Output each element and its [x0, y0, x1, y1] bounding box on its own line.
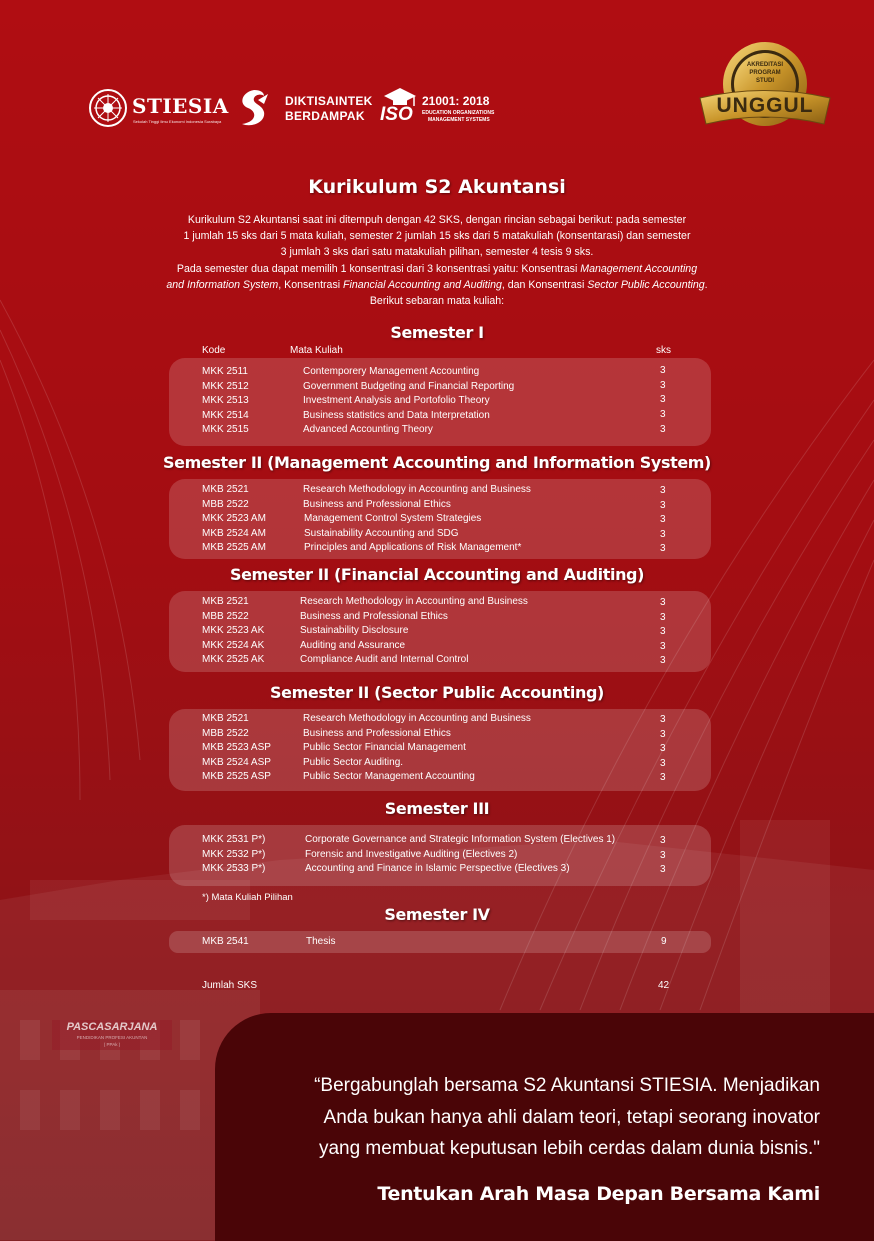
course-name: Business and Professional Ethics: [300, 610, 448, 622]
stiesia-subtitle: Sekolah Tinggi Ilmu Ekonomi Indonesia Surabaya: [133, 119, 222, 124]
table-row: [169, 499, 711, 514]
course-sks: 3: [660, 835, 666, 846]
intro-line: 3 jumlah 3 sks dari satu matakuliah pilihan, semester 4 tesis 9 sks.: [280, 246, 594, 259]
semester-3-title: Semester III: [384, 799, 490, 818]
course-sks: 3: [660, 597, 666, 608]
table-row: [169, 596, 711, 611]
diktisaintek-line2: BERDAMPAK: [285, 109, 365, 123]
course-sks: 3: [660, 424, 666, 436]
course-sks: 3: [660, 714, 666, 725]
badge-seal-icon: [690, 38, 840, 138]
course-code: MKB 2541: [202, 936, 249, 947]
table-row: [169, 513, 711, 528]
course-code: MKK 2523 AK: [202, 625, 265, 637]
iso-logo: [378, 86, 508, 130]
intro-text: .: [704, 278, 708, 291]
course-name: Research Methodology in Accounting and Business: [303, 484, 531, 495]
intro-italic: Sector Public Accounting: [587, 278, 705, 291]
course-name: Contemporery Management Accounting: [303, 366, 480, 377]
table-row: [169, 713, 711, 728]
course-sks: 3: [660, 640, 666, 652]
semester-2-mais-title: Semester II (Management Accounting and Information System): [163, 453, 711, 472]
intro-text: Pada semester dua dapat memilih 1 konsentrasi dari 3 konsentrasi yaitu: Konsentrasi: [176, 262, 581, 275]
table-row: [169, 366, 711, 381]
course-name: Research Methodology in Accounting and Business: [300, 596, 528, 607]
total-sks-label: Jumlah SKS: [202, 980, 258, 991]
column-header-mata-kuliah: Mata Kuliah: [290, 345, 343, 356]
table-row: [169, 654, 711, 669]
course-code: MBB 2522: [202, 610, 249, 622]
quote-line: Anda bukan hanya ahli dalam teori, tetapi seorang inovator: [323, 1106, 820, 1128]
course-name: Forensic and Investigative Auditing (Electives 2): [305, 848, 518, 860]
course-code: MKK 2511: [202, 366, 248, 377]
course-name: Accounting and Finance in Islamic Perspective (Electives 3): [305, 863, 570, 875]
diktisaintek-line1: DIKTISAINTEK: [285, 94, 373, 108]
column-header-kode: Kode: [202, 345, 226, 356]
course-code: MBB 2522: [202, 727, 249, 739]
intro-text: , dan Konsentrasi: [501, 278, 588, 291]
course-name: Public Sector Management Accounting: [303, 771, 475, 783]
course-code: MKB 2524 AM: [202, 527, 266, 539]
table-row: [169, 936, 711, 951]
course-name: Investment Analysis and Portofolio Theory: [303, 395, 490, 407]
quote-text: [250, 1070, 820, 1165]
intro-line: [150, 277, 724, 293]
semester-2-faa-table: [169, 591, 711, 672]
course-sks: 3: [660, 757, 666, 769]
course-name: Principles and Applications of Risk Management*: [304, 542, 522, 554]
table-row: [169, 834, 711, 849]
course-code: MKK 2515: [202, 424, 249, 436]
course-code: MKK 2523 AM: [202, 513, 266, 525]
stiesia-logo: [88, 88, 228, 128]
intro-italic: and Information System: [166, 278, 279, 291]
table-row: [169, 484, 711, 499]
course-name: Compliance Audit and Internal Control: [300, 654, 469, 666]
badge-line3: STUDI: [756, 78, 774, 84]
course-name: Public Sector Auditing.: [303, 756, 404, 768]
course-code: MKB 2524 ASP: [202, 756, 271, 768]
course-sks: 9: [661, 936, 667, 947]
stiesia-emblem-icon: [88, 88, 128, 128]
intro-paragraph: [150, 212, 724, 309]
course-name: Advanced Accounting Theory: [303, 424, 433, 436]
course-code: MKB 2523 ASP: [202, 742, 271, 754]
table-row: [169, 625, 711, 640]
table-row: [169, 528, 711, 543]
semester-4-title: Semester IV: [384, 905, 490, 924]
semester-2-spa-title: Semester II (Sector Public Accounting): [270, 683, 604, 702]
course-code: MKB 2521: [202, 596, 249, 607]
course-code: MKK 2531 P*): [202, 834, 266, 845]
page-title: Kurikulum S2 Akuntansi: [308, 176, 566, 198]
table-row: [169, 728, 711, 743]
building-sign: [52, 1020, 172, 1050]
tagline: Tentukan Arah Masa Depan Bersama Kami: [377, 1183, 820, 1205]
course-sks: 3: [660, 499, 666, 511]
course-sks: 3: [660, 849, 666, 861]
course-name: Management Control System Strategies: [304, 513, 482, 525]
course-code: MKK 2524 AK: [202, 639, 265, 651]
course-name: Thesis: [306, 936, 336, 947]
course-sks: 3: [660, 543, 666, 555]
course-name: Research Methodology in Accounting and Business: [303, 713, 531, 724]
course-name: Business and Professional Ethics: [303, 727, 451, 739]
semester-3-table: [169, 825, 711, 886]
accreditation-badge: [690, 38, 840, 138]
course-name: Business statistics and Data Interpretation: [303, 409, 490, 421]
table-row: [169, 424, 711, 439]
column-header-sks: sks: [656, 345, 671, 356]
badge-line2: PROGRAM: [749, 70, 781, 76]
table-row: [169, 771, 711, 786]
course-sks: 3: [660, 611, 666, 623]
badge-line1: AKREDITASI: [746, 62, 784, 68]
intro-italic: Financial Accounting and Auditing: [343, 278, 502, 291]
course-sks: 3: [660, 514, 666, 526]
course-code: MKK 2513: [202, 395, 249, 407]
semester-2-spa-table: [169, 709, 711, 791]
course-code: MBB 2522: [202, 498, 249, 510]
elective-note: *) Mata Kuliah Pilihan: [202, 892, 293, 903]
table-row: [169, 381, 711, 396]
iso-mark: ISO: [380, 104, 413, 125]
course-sks: 3: [660, 728, 666, 740]
badge-ribbon-text: UNGGUL: [716, 94, 814, 117]
table-row: [169, 757, 711, 772]
building-sign-line2: PENDIDIKAN PROFESI AKUNTAN: [76, 1035, 148, 1040]
course-sks: 3: [660, 655, 666, 667]
diktisaintek-emblem-icon: [234, 86, 274, 128]
course-code: MKK 2532 P*): [202, 848, 266, 860]
course-name: Sustainability Accounting and SDG: [304, 527, 459, 539]
table-row: [169, 863, 711, 878]
course-code: MKK 2514: [202, 409, 249, 421]
table-row: [169, 611, 711, 626]
course-sks: 3: [660, 365, 666, 376]
table-row: [169, 849, 711, 864]
intro-italic: Management Accounting: [580, 262, 698, 275]
table-row: [169, 742, 711, 757]
table-row: [169, 410, 711, 425]
course-sks: 3: [660, 864, 666, 876]
total-sks-value: 42: [658, 980, 670, 991]
course-sks: 3: [660, 743, 666, 755]
course-code: MKB 2525 ASP: [202, 771, 271, 783]
course-code: MKK 2525 AK: [202, 654, 265, 666]
course-sks: 3: [660, 485, 666, 496]
iso-line1: EDUCATION ORGANIZATIONS: [422, 110, 495, 116]
course-code: MKK 2533 P*): [202, 863, 266, 875]
semester-1-title: Semester I: [390, 323, 484, 342]
iso-line2: MANAGEMENT SYSTEMS: [428, 117, 490, 123]
diktisaintek-logo: [234, 88, 374, 128]
course-code: MKB 2521: [202, 713, 249, 724]
table-row: [169, 542, 711, 557]
quote-line: yang membuat keputusan lebih cerdas dalam dunia bisnis.": [318, 1138, 820, 1159]
course-sks: 3: [660, 394, 666, 406]
intro-line: 1 jumlah 15 sks dari 5 mata kuliah, semester 2 jumlah 15 sks dari 5 matakuliah (konsentarasi) dan semester: [183, 230, 691, 243]
building-sign-line1: PASCASARJANA: [66, 1021, 158, 1033]
semester-2-mais-table: [169, 479, 711, 559]
table-row: [169, 395, 711, 410]
intro-line: Kurikulum S2 Akuntansi saat ini ditempuh dengan 42 SKS, dengan rincian sebagai berikut: pada semester: [187, 214, 687, 226]
course-name: Public Sector Financial Management: [303, 742, 466, 754]
course-name: Business and Professional Ethics: [303, 498, 451, 510]
course-sks: 3: [660, 408, 666, 420]
building-sign-line3: ( PPAk ): [103, 1042, 121, 1047]
course-name: Government Budgeting and Financial Reporting: [303, 380, 515, 392]
intro-line: [150, 261, 724, 277]
course-sks: 3: [660, 772, 666, 784]
table-row: [169, 640, 711, 655]
course-sks: 3: [660, 528, 666, 540]
intro-text: , Konsentrasi: [278, 278, 344, 291]
course-sks: 3: [660, 626, 666, 638]
quote-line: “Bergabunglah bersama S2 Akuntansi STIESIA. Menjadikan: [314, 1075, 820, 1096]
iso-number: 21001: 2018: [422, 94, 490, 108]
semester-1-table: [169, 358, 711, 446]
course-code: MKB 2525 AM: [202, 542, 266, 554]
intro-line: Berikut sebaran mata kuliah:: [369, 295, 505, 308]
course-code: MKK 2512: [202, 380, 249, 392]
course-name: Corporate Governance and Strategic Information System (Electives 1): [305, 834, 616, 845]
course-code: MKB 2521: [202, 484, 249, 495]
course-sks: 3: [660, 379, 666, 391]
semester-4-table: [169, 931, 711, 953]
course-name: Sustainability Disclosure: [300, 625, 409, 637]
course-name: Auditing and Assurance: [300, 639, 406, 651]
stiesia-name: STIESIA: [132, 94, 229, 118]
semester-2-faa-title: Semester II (Financial Accounting and Auditing): [229, 565, 645, 584]
